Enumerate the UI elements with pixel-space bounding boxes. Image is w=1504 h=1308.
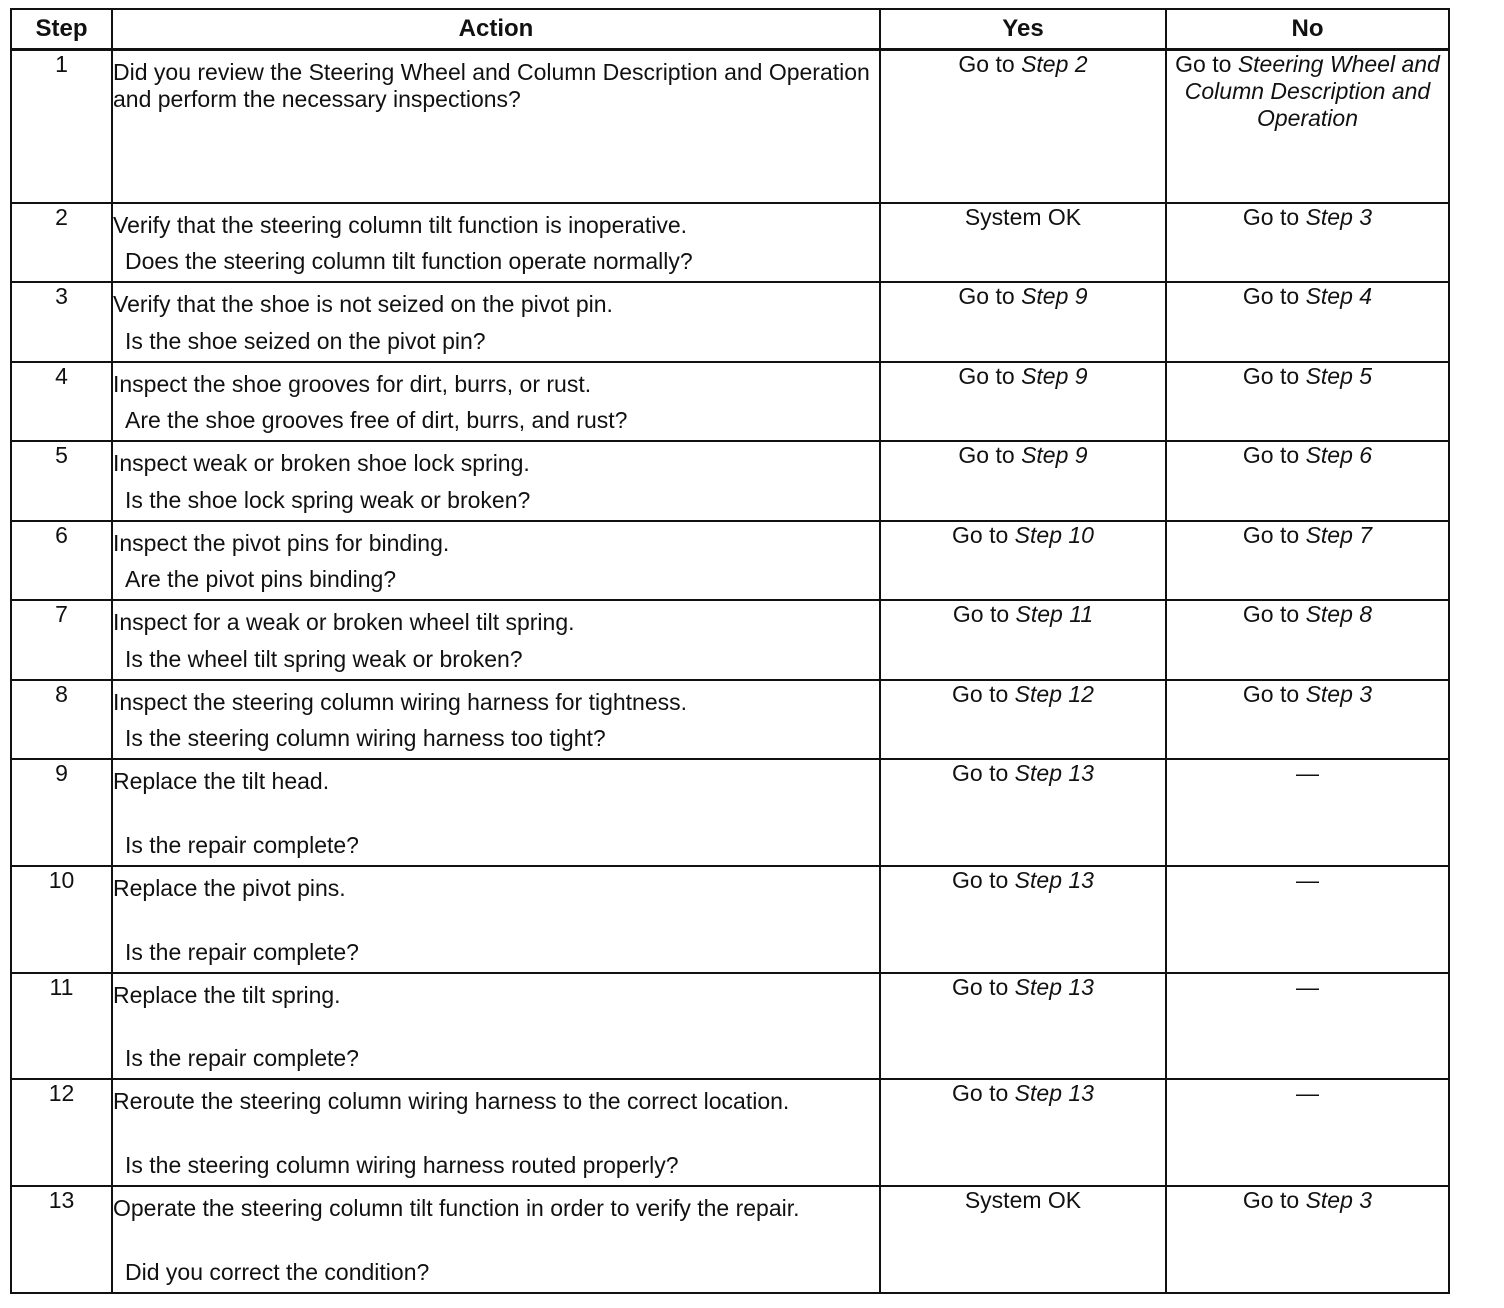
table-row xyxy=(11,282,1449,362)
no-result-link: Step 8 xyxy=(1305,600,1373,627)
step-number: 9 xyxy=(11,759,112,866)
step-number: 11 xyxy=(11,973,112,1079)
table-row xyxy=(11,866,1449,973)
table-row xyxy=(11,1186,1449,1293)
step-number: 2 xyxy=(11,203,112,282)
no-result xyxy=(1166,759,1449,866)
action-question: Is the repair complete? xyxy=(125,831,359,858)
no-result xyxy=(1166,203,1449,282)
action-instruction: Did you review the Steering Wheel and Column Description and Operation and perform the necessary inspections? xyxy=(113,59,870,112)
action-instruction: Inspect the shoe grooves for dirt, burrs, or rust. xyxy=(113,370,592,397)
no-result-link: Step 5 xyxy=(1305,362,1373,389)
yes-result-link: Step 9 xyxy=(1021,362,1088,389)
header-no: No xyxy=(1166,9,1449,50)
action-cell xyxy=(112,1079,880,1186)
step-number: 4 xyxy=(11,362,112,441)
yes-result-prefix: System OK xyxy=(964,1186,1082,1213)
action-cell xyxy=(112,203,880,282)
yes-result-link: Step 13 xyxy=(1014,866,1094,893)
no-result xyxy=(1166,973,1449,1079)
step-number: 7 xyxy=(11,600,112,680)
yes-result xyxy=(880,759,1166,866)
yes-result-link: Step 13 xyxy=(1014,759,1094,786)
action-question: Did you correct the condition? xyxy=(125,1258,430,1285)
yes-result-prefix: System OK xyxy=(964,203,1082,230)
header-step: Step xyxy=(11,9,112,50)
no-result-link: Step 4 xyxy=(1305,282,1373,309)
yes-result xyxy=(880,50,1166,203)
action-instruction: Reroute the steering column wiring harness to the correct location. xyxy=(113,1087,790,1114)
no-result-prefix: Go to xyxy=(1242,600,1300,627)
no-result-prefix: Go to xyxy=(1242,282,1300,309)
action-cell xyxy=(112,759,880,866)
table-row xyxy=(11,680,1449,759)
action-cell xyxy=(112,866,880,973)
yes-result xyxy=(880,282,1166,362)
yes-result xyxy=(880,600,1166,680)
yes-result-prefix: Go to xyxy=(952,521,1009,548)
yes-result-link: Step 12 xyxy=(1014,680,1094,707)
action-cell xyxy=(112,680,880,759)
action-instruction: Inspect the pivot pins for binding. xyxy=(113,529,450,556)
action-instruction: Replace the tilt head. xyxy=(113,767,330,794)
action-question: Is the repair complete? xyxy=(125,938,359,965)
table-row xyxy=(11,1079,1449,1186)
no-result-prefix: Go to xyxy=(1242,441,1300,468)
no-result xyxy=(1166,521,1449,600)
action-question: Are the pivot pins binding? xyxy=(125,565,397,592)
diagnostic-table xyxy=(10,8,1450,1294)
action-question: Is the steering column wiring harness routed properly? xyxy=(125,1151,679,1178)
yes-result-prefix: Go to xyxy=(952,759,1009,786)
no-result xyxy=(1166,1186,1449,1293)
yes-result xyxy=(880,680,1166,759)
action-instruction: Inspect the steering column wiring harness for tightness. xyxy=(113,688,688,715)
action-instruction: Operate the steering column tilt function in order to verify the repair. xyxy=(113,1194,800,1221)
action-cell xyxy=(112,50,880,203)
no-result xyxy=(1166,866,1449,973)
yes-result-prefix: Go to xyxy=(958,282,1015,309)
action-question: Is the steering column wiring harness too tight? xyxy=(125,724,606,751)
no-result-dash: — xyxy=(1296,866,1319,893)
step-number: 1 xyxy=(11,50,112,203)
yes-result xyxy=(880,362,1166,441)
yes-result-prefix: Go to xyxy=(952,1079,1009,1106)
yes-result xyxy=(880,973,1166,1079)
action-question: Is the wheel tilt spring weak or broken? xyxy=(125,645,523,672)
yes-result-link: Step 10 xyxy=(1014,521,1094,548)
table-row xyxy=(11,600,1449,680)
no-result-link: Step 3 xyxy=(1305,680,1373,707)
yes-result-prefix: Go to xyxy=(952,600,1010,627)
yes-result xyxy=(880,521,1166,600)
step-number: 10 xyxy=(11,866,112,973)
table-row xyxy=(11,521,1449,600)
no-result-link: Step 3 xyxy=(1305,203,1373,230)
header-action: Action xyxy=(112,9,880,50)
no-result-link: Step 7 xyxy=(1305,521,1373,548)
yes-result-prefix: Go to xyxy=(952,973,1009,1000)
table-header-row xyxy=(11,9,1449,50)
step-number: 3 xyxy=(11,282,112,362)
no-result-dash: — xyxy=(1296,973,1319,1000)
no-result-prefix: Go to xyxy=(1242,680,1300,707)
action-cell xyxy=(112,600,880,680)
action-question: Is the shoe seized on the pivot pin? xyxy=(125,327,486,354)
yes-result-prefix: Go to xyxy=(952,866,1009,893)
no-result-dash: — xyxy=(1296,1079,1319,1106)
action-question: Are the shoe grooves free of dirt, burrs, and rust? xyxy=(125,406,628,433)
action-cell xyxy=(112,362,880,441)
no-result-prefix: Go to xyxy=(1242,521,1300,548)
no-result-prefix: Go to xyxy=(1242,1186,1300,1213)
action-cell xyxy=(112,282,880,362)
diagnostic-document xyxy=(10,8,1450,1294)
action-question: Is the shoe lock spring weak or broken? xyxy=(125,486,531,513)
action-instruction: Inspect weak or broken shoe lock spring. xyxy=(113,449,530,476)
action-cell xyxy=(112,1186,880,1293)
yes-result xyxy=(880,441,1166,521)
table-row xyxy=(11,203,1449,282)
action-instruction: Replace the tilt spring. xyxy=(113,981,341,1008)
yes-result-link: Step 9 xyxy=(1021,441,1088,468)
yes-result xyxy=(880,1079,1166,1186)
step-number: 8 xyxy=(11,680,112,759)
yes-result-link: Step 9 xyxy=(1021,282,1088,309)
action-question: Is the repair complete? xyxy=(125,1044,359,1071)
no-result xyxy=(1166,600,1449,680)
yes-result-link: Step 11 xyxy=(1015,600,1094,627)
no-result xyxy=(1166,362,1449,441)
no-result-prefix: Go to xyxy=(1242,362,1300,389)
action-question: Does the steering column tilt function operate normally? xyxy=(125,247,693,274)
yes-result xyxy=(880,203,1166,282)
table-row xyxy=(11,759,1449,866)
no-result-link: Step 6 xyxy=(1305,441,1373,468)
action-instruction: Verify that the steering column tilt function is inoperative. xyxy=(113,211,688,238)
step-number: 12 xyxy=(11,1079,112,1186)
table-row xyxy=(11,973,1449,1079)
action-instruction: Verify that the shoe is not seized on the pivot pin. xyxy=(113,290,613,317)
table-body xyxy=(11,50,1449,1293)
no-result xyxy=(1166,441,1449,521)
no-result xyxy=(1166,282,1449,362)
action-instruction: Replace the pivot pins. xyxy=(113,874,346,901)
action-cell xyxy=(112,521,880,600)
action-instruction: Inspect for a weak or broken wheel tilt spring. xyxy=(113,608,575,635)
action-cell xyxy=(112,441,880,521)
no-result xyxy=(1166,1079,1449,1186)
no-result-link: Steering Wheel and Column Description and Operation xyxy=(1184,51,1440,131)
no-result-link: Step 3 xyxy=(1305,1186,1373,1213)
yes-result-prefix: Go to xyxy=(958,441,1015,468)
table-row xyxy=(11,50,1449,203)
table-row xyxy=(11,441,1449,521)
yes-result-prefix: Go to xyxy=(958,362,1015,389)
yes-result xyxy=(880,1186,1166,1293)
no-result xyxy=(1166,680,1449,759)
yes-result-link: Step 13 xyxy=(1014,973,1094,1000)
step-number: 5 xyxy=(11,441,112,521)
step-number: 13 xyxy=(11,1186,112,1293)
yes-result-link: Step 2 xyxy=(1021,51,1088,77)
step-number: 6 xyxy=(11,521,112,600)
header-yes: Yes xyxy=(880,9,1166,50)
no-result-dash: — xyxy=(1296,759,1319,786)
no-result xyxy=(1166,50,1449,203)
yes-result-prefix: Go to xyxy=(958,51,1015,77)
action-cell xyxy=(112,973,880,1079)
yes-result xyxy=(880,866,1166,973)
table-row xyxy=(11,362,1449,441)
no-result-prefix: Go to xyxy=(1175,51,1232,77)
yes-result-prefix: Go to xyxy=(952,680,1009,707)
no-result-prefix: Go to xyxy=(1242,203,1300,230)
yes-result-link: Step 13 xyxy=(1014,1079,1094,1106)
